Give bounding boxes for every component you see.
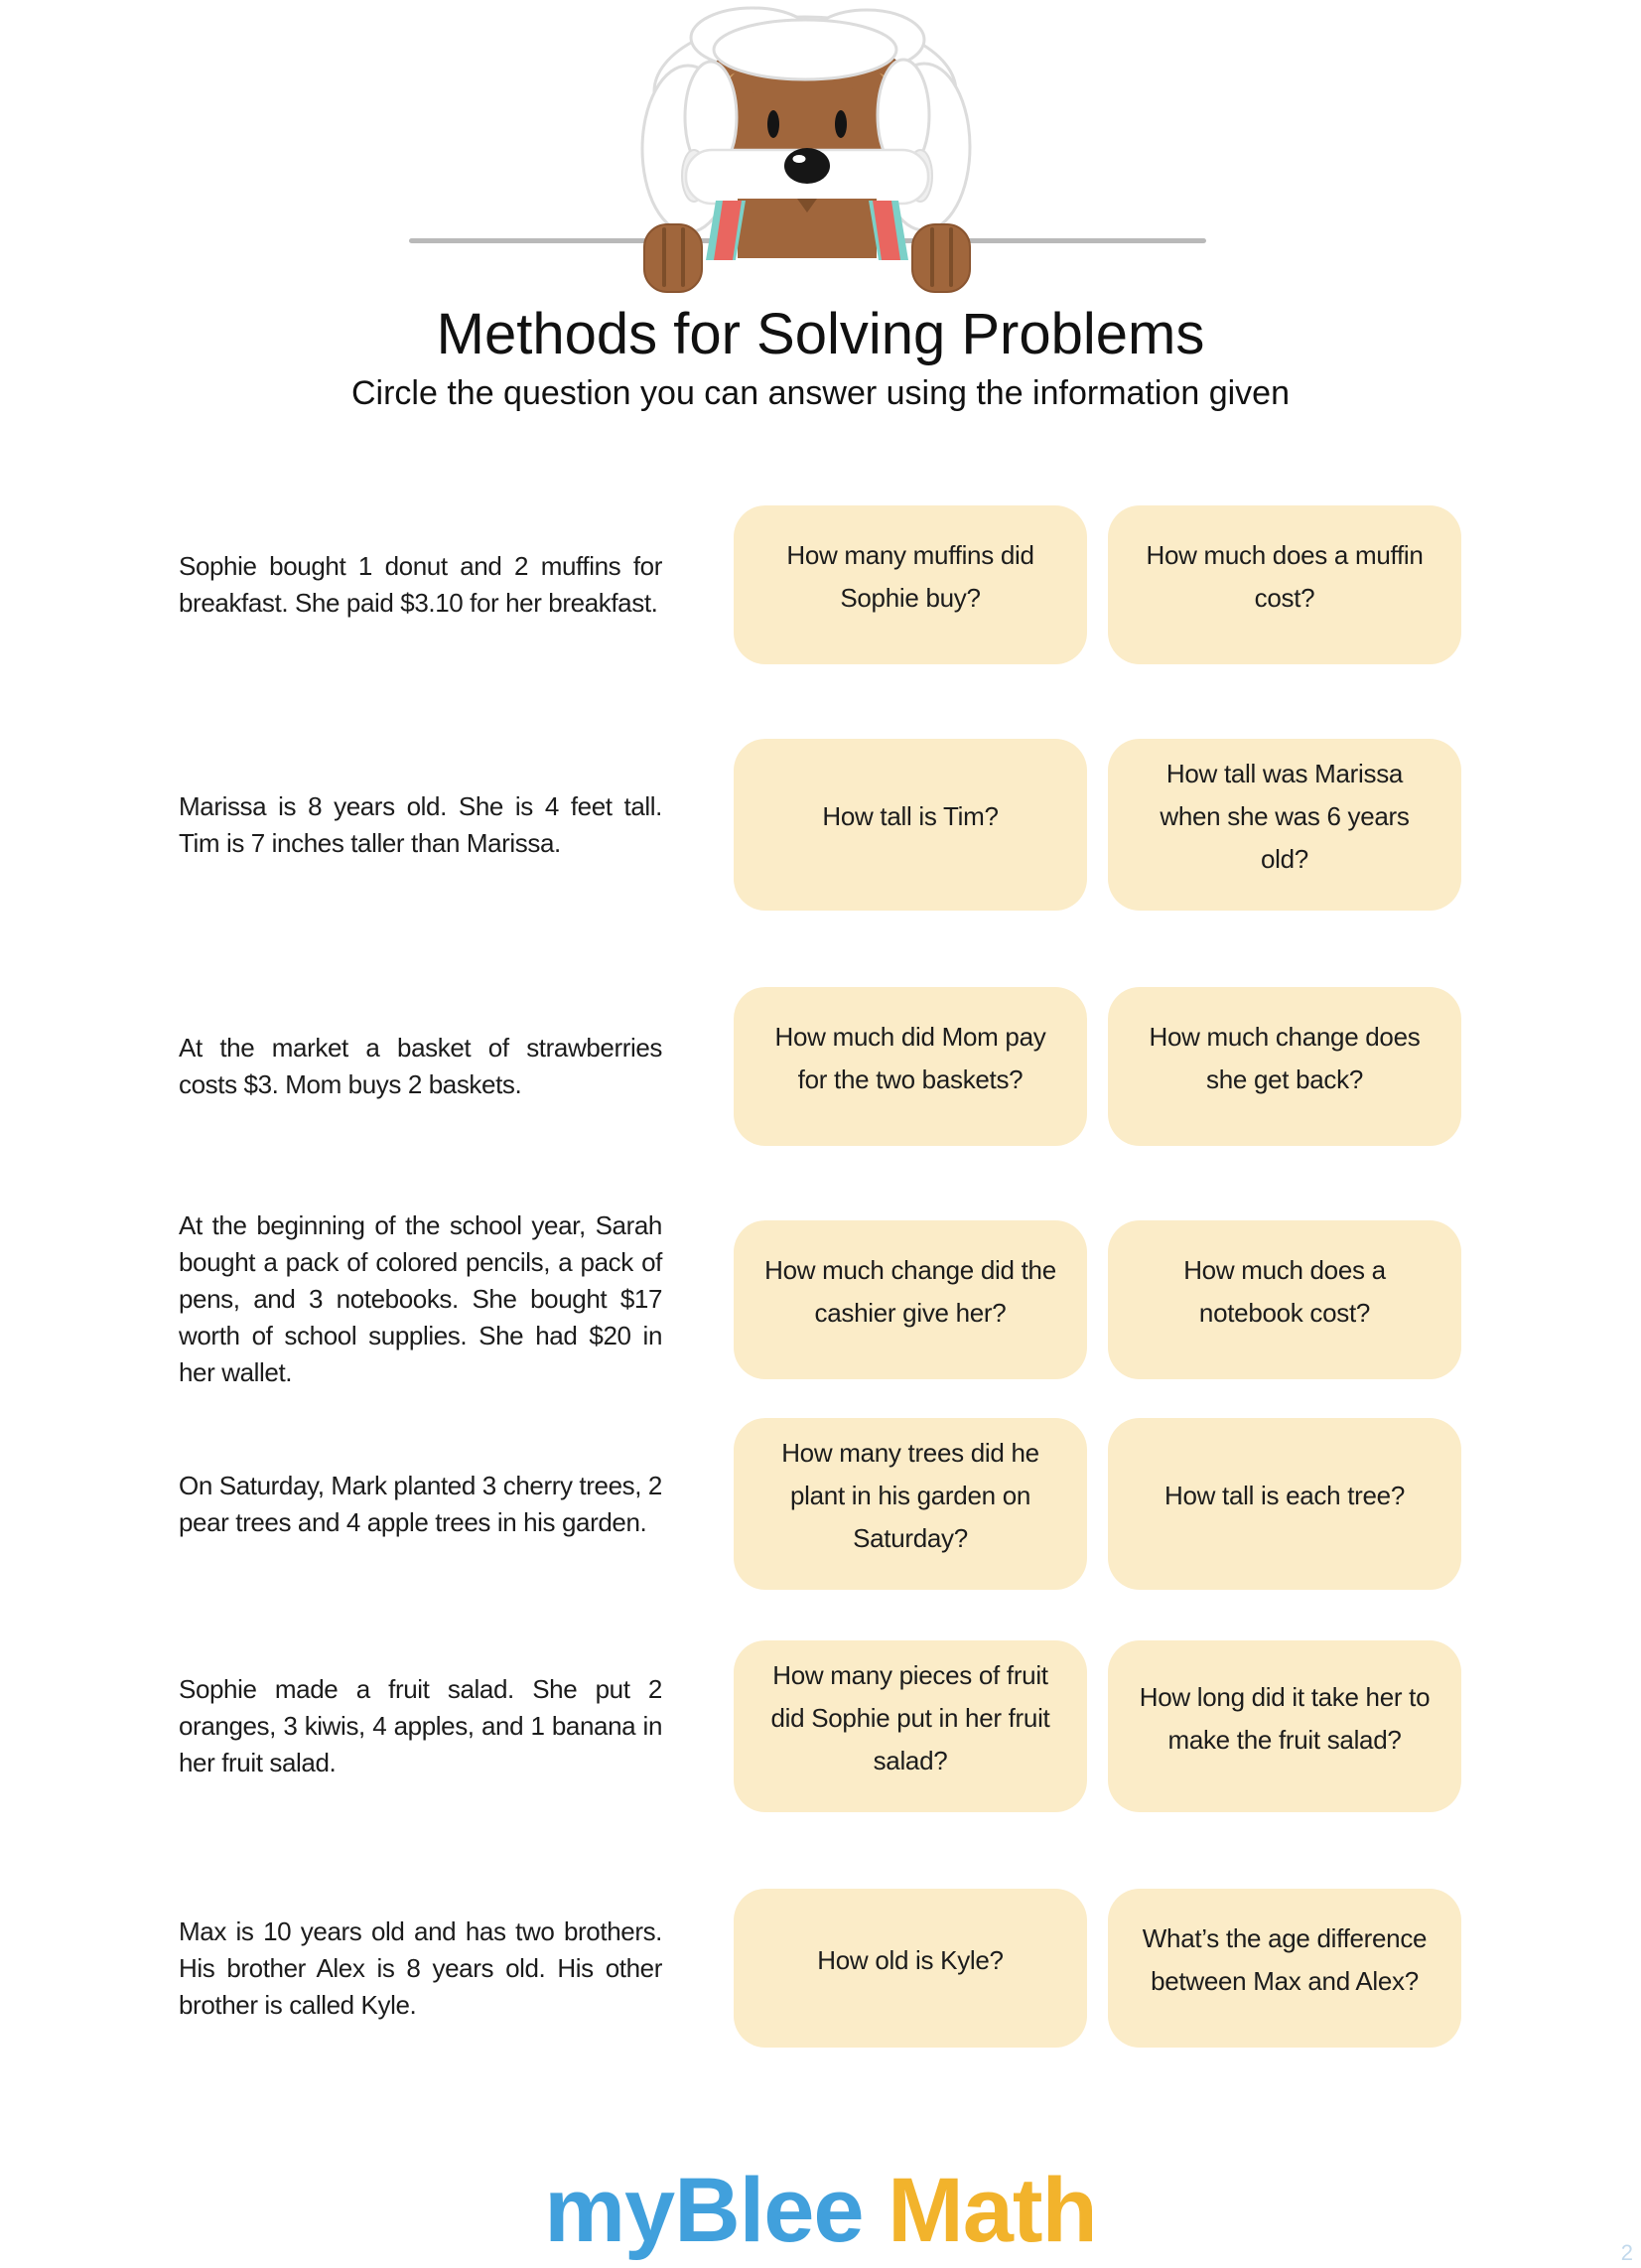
problem-list	[0, 505, 1641, 2048]
question-cards	[734, 1220, 1461, 1379]
question-card[interactable]: How much change did the cashier give her?	[734, 1220, 1087, 1379]
worksheet-header	[0, 0, 1641, 298]
problem-text: At the market a basket of strawberries costs $3. Mom buys 2 baskets.	[179, 1033, 662, 1099]
problem-row	[179, 505, 1641, 664]
question-cards	[734, 739, 1461, 911]
question-card[interactable]: How much does a notebook cost?	[1108, 1220, 1461, 1379]
problem-text: Max is 10 years old and has two brothers. His brother Alex is 8 years old. His other brother is called Kyle.	[179, 1915, 662, 2020]
question-card[interactable]: What’s the age difference between Max and Alex?	[1108, 1889, 1461, 2048]
question-cards	[734, 1418, 1461, 1590]
question-card[interactable]: How many pieces of fruit did Sophie put in her fruit salad?	[734, 1640, 1087, 1812]
question-card[interactable]: How tall is Tim?	[734, 739, 1087, 911]
question-card[interactable]: How many trees did he plant in his garden on Saturday?	[734, 1418, 1087, 1590]
problem-text: Marissa is 8 years old. She is 4 feet tall. Tim is 7 inches taller than Marissa.	[179, 790, 662, 858]
problem-text: On Saturday, Mark planted 3 cherry trees, 2 pear trees and 4 apple trees in his garden.	[179, 1470, 662, 1537]
question-cards	[734, 505, 1461, 664]
question-card[interactable]: How much does a muffin cost?	[1108, 505, 1461, 664]
problem-text: Sophie bought 1 donut and 2 muffins for breakfast. She paid $3.10 for her breakfast.	[179, 551, 662, 618]
question-card[interactable]: How much change does she get back?	[1108, 987, 1461, 1146]
page-subtitle: Circle the question you can answer using the information given	[351, 374, 1290, 412]
logo-blee: Blee	[674, 2160, 864, 2261]
problem-text: Sophie made a fruit salad. She put 2 oranges, 3 kiwis, 4 apples, and 1 banana in her fruit salad.	[179, 1674, 662, 1777]
logo-math: Math	[863, 2160, 1097, 2261]
myblee-math-logo	[0, 2160, 1641, 2261]
question-card[interactable]: How tall was Marissa when she was 6 years old?	[1108, 739, 1461, 911]
problem-row	[179, 987, 1641, 1146]
problem-row	[179, 1889, 1641, 2048]
problem-text: At the beginning of the school year, Sarah bought a pack of colored pencils, a pack of pens, and 3 notebooks. She bought $17 worth of school supplies. She had $20 in her wallet.	[179, 1210, 662, 1387]
problem-row	[179, 1418, 1641, 1590]
problem-row	[179, 739, 1641, 911]
problem-row	[179, 1207, 1641, 1391]
question-card[interactable]: How long did it take her to make the fruit salad?	[1108, 1640, 1461, 1812]
question-cards	[734, 1889, 1461, 2048]
question-card[interactable]: How tall is each tree?	[1108, 1418, 1461, 1590]
question-card[interactable]: How many muffins did Sophie buy?	[734, 505, 1087, 664]
page-number: 2	[1620, 2240, 1633, 2265]
logo-my: my	[544, 2160, 675, 2261]
question-cards	[734, 987, 1461, 1146]
question-card[interactable]: How old is Kyle?	[734, 1889, 1087, 2048]
question-cards	[734, 1640, 1461, 1812]
worksheet-footer	[0, 2160, 1641, 2261]
mascot-bear-icon	[549, 0, 1065, 298]
page-title: Methods for Solving Problems	[436, 302, 1205, 366]
question-card[interactable]: How much did Mom pay for the two baskets?	[734, 987, 1087, 1146]
problem-row	[179, 1640, 1641, 1812]
